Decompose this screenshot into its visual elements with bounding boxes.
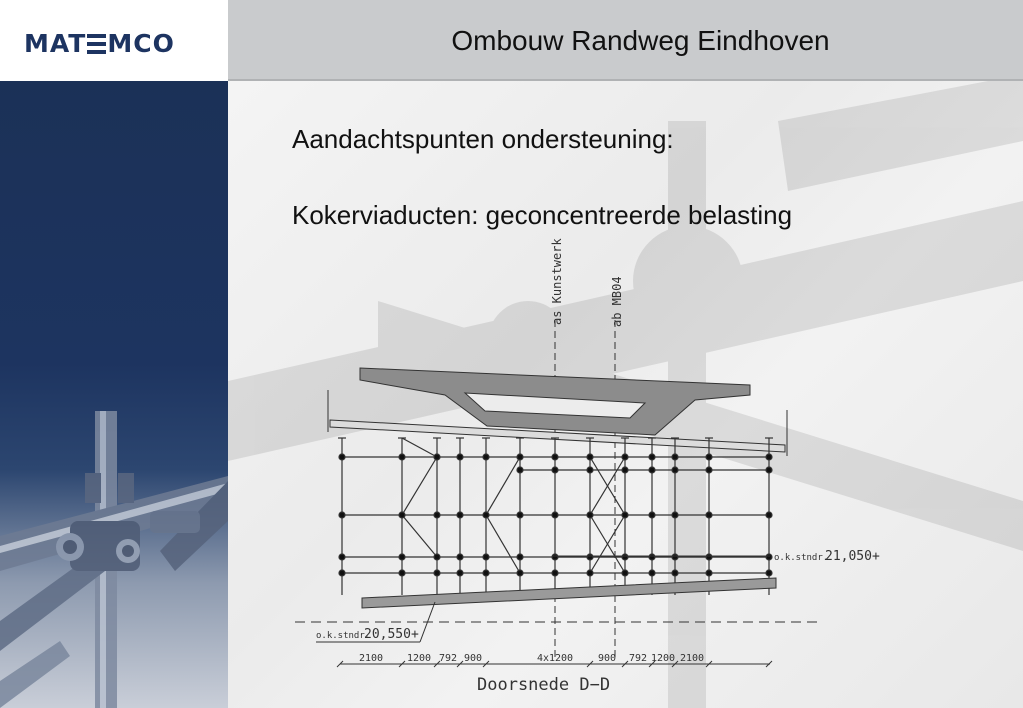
level-right-label: o.k.stndr. bbox=[774, 553, 829, 563]
axis-mb04-label: ab MB04 bbox=[610, 276, 624, 327]
ground-beam bbox=[362, 578, 776, 608]
level-right-value: 21,050+ bbox=[825, 549, 880, 564]
sidebar-panel bbox=[0, 81, 228, 708]
heading-aandachtspunten: Aandachtspunten ondersteuning: bbox=[292, 124, 674, 154]
dimension-label: 2100 bbox=[358, 653, 384, 664]
matemco-logo: MAT MCO bbox=[24, 29, 175, 58]
logo-e-icon bbox=[87, 34, 106, 54]
section-drawing bbox=[290, 230, 890, 700]
level-left-label: o.k.stndr. bbox=[316, 631, 371, 641]
dimension-label: 4x1200 bbox=[536, 653, 574, 664]
dimension-label: 900 bbox=[463, 653, 483, 664]
header-bar bbox=[228, 0, 1023, 81]
dimension-label: 2100 bbox=[679, 653, 705, 664]
dimension-label: 1200 bbox=[650, 653, 676, 664]
drawing-caption: Doorsnede D−D bbox=[477, 675, 611, 695]
scaffold-frame bbox=[338, 438, 773, 595]
heading-kokerviaducten: Kokerviaducten: geconcentreerde belasting bbox=[292, 200, 793, 230]
dimension-label: 792 bbox=[438, 653, 458, 664]
dimension-label: 900 bbox=[597, 653, 617, 664]
logo-area bbox=[0, 0, 228, 81]
dimension-label: 792 bbox=[628, 653, 648, 664]
level-left-value: 20,550+ bbox=[364, 627, 419, 642]
dimension-label: 1200 bbox=[406, 653, 432, 664]
axis-kunstwerk-label: as Kunstwerk bbox=[550, 238, 564, 325]
slide-title: Ombouw Randweg Eindhoven bbox=[451, 25, 830, 56]
scaffold-photo bbox=[0, 81, 228, 708]
